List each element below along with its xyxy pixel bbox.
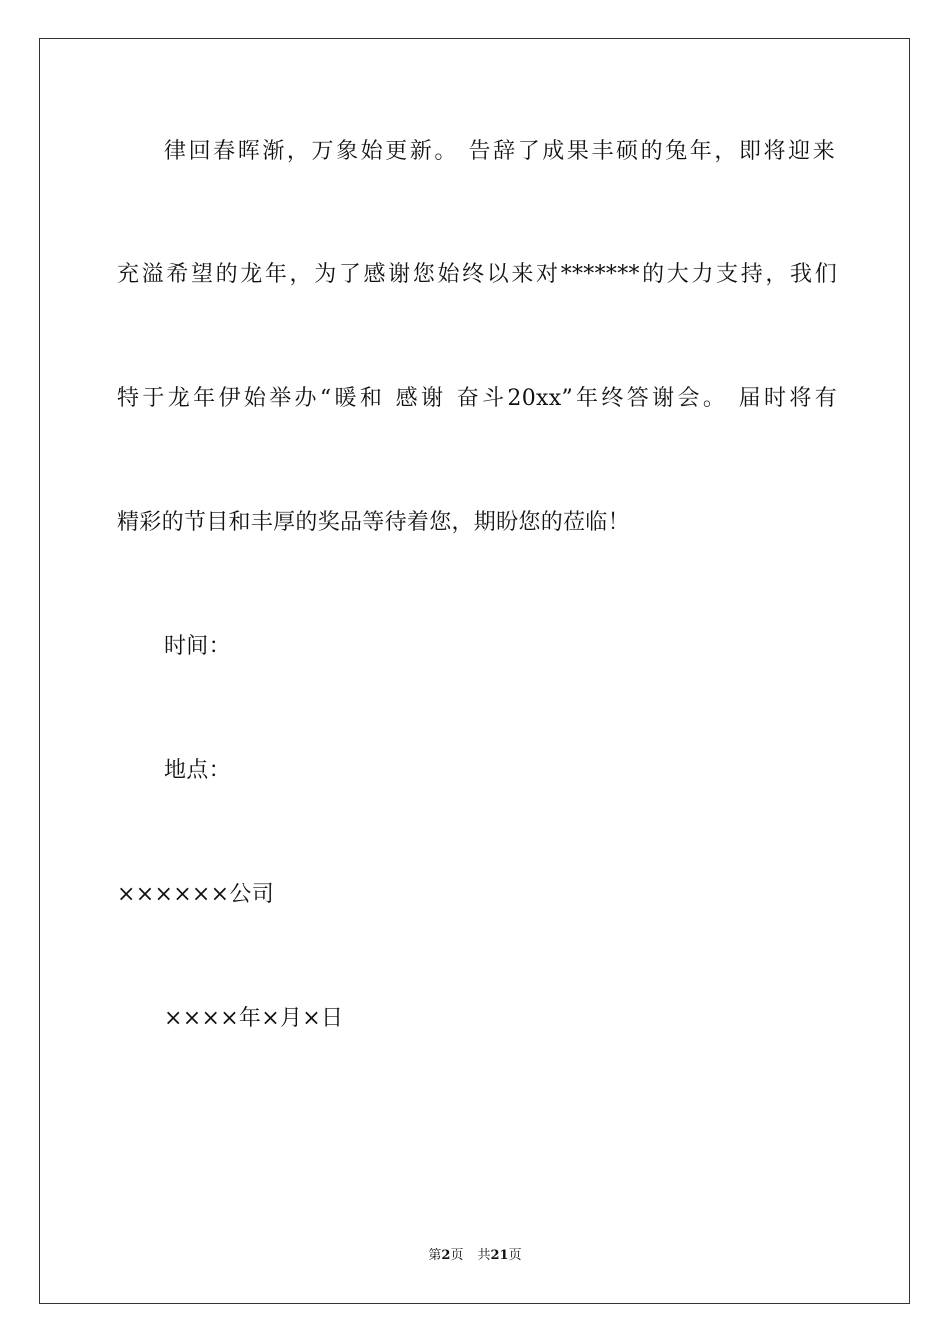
paragraph-line-3 xyxy=(117,384,837,414)
paragraph-line-1-text: 律回春晖渐，万象始更新。 告辞了成果丰硕的兔年，即将迎来 xyxy=(164,139,835,164)
paragraph-line-1 xyxy=(164,137,835,167)
paragraph-line-2-text: 充溢希望的龙年，为了感谢您始终以来对*******的大力支持，我们 xyxy=(117,262,837,287)
page-suffix: 页 xyxy=(450,1248,464,1263)
signature-date: ××××年×月×日 xyxy=(164,1006,344,1031)
page-number: 2 xyxy=(441,1248,451,1263)
place-label: 地点： xyxy=(164,758,231,783)
paragraph-line-4 xyxy=(117,508,837,538)
page-footer xyxy=(0,1247,950,1265)
total-pages: 21 xyxy=(490,1248,509,1263)
total-suffix: 页 xyxy=(508,1248,522,1263)
page-border xyxy=(39,38,910,1304)
total-prefix: 共 xyxy=(477,1248,491,1263)
paragraph-line-4-text: 精彩的节目和丰厚的奖品等待着您，期盼您的莅临！ xyxy=(117,510,630,535)
time-label: 时间： xyxy=(164,634,231,659)
paragraph-line-2 xyxy=(117,260,837,290)
paragraph-line-3-text: 特于龙年伊始举办“暖和 感谢 奋斗20xx”年终答谢会。 届时将有 xyxy=(117,386,837,411)
company-signature: ××××××公司 xyxy=(117,882,275,907)
page-prefix: 第 xyxy=(428,1248,442,1263)
